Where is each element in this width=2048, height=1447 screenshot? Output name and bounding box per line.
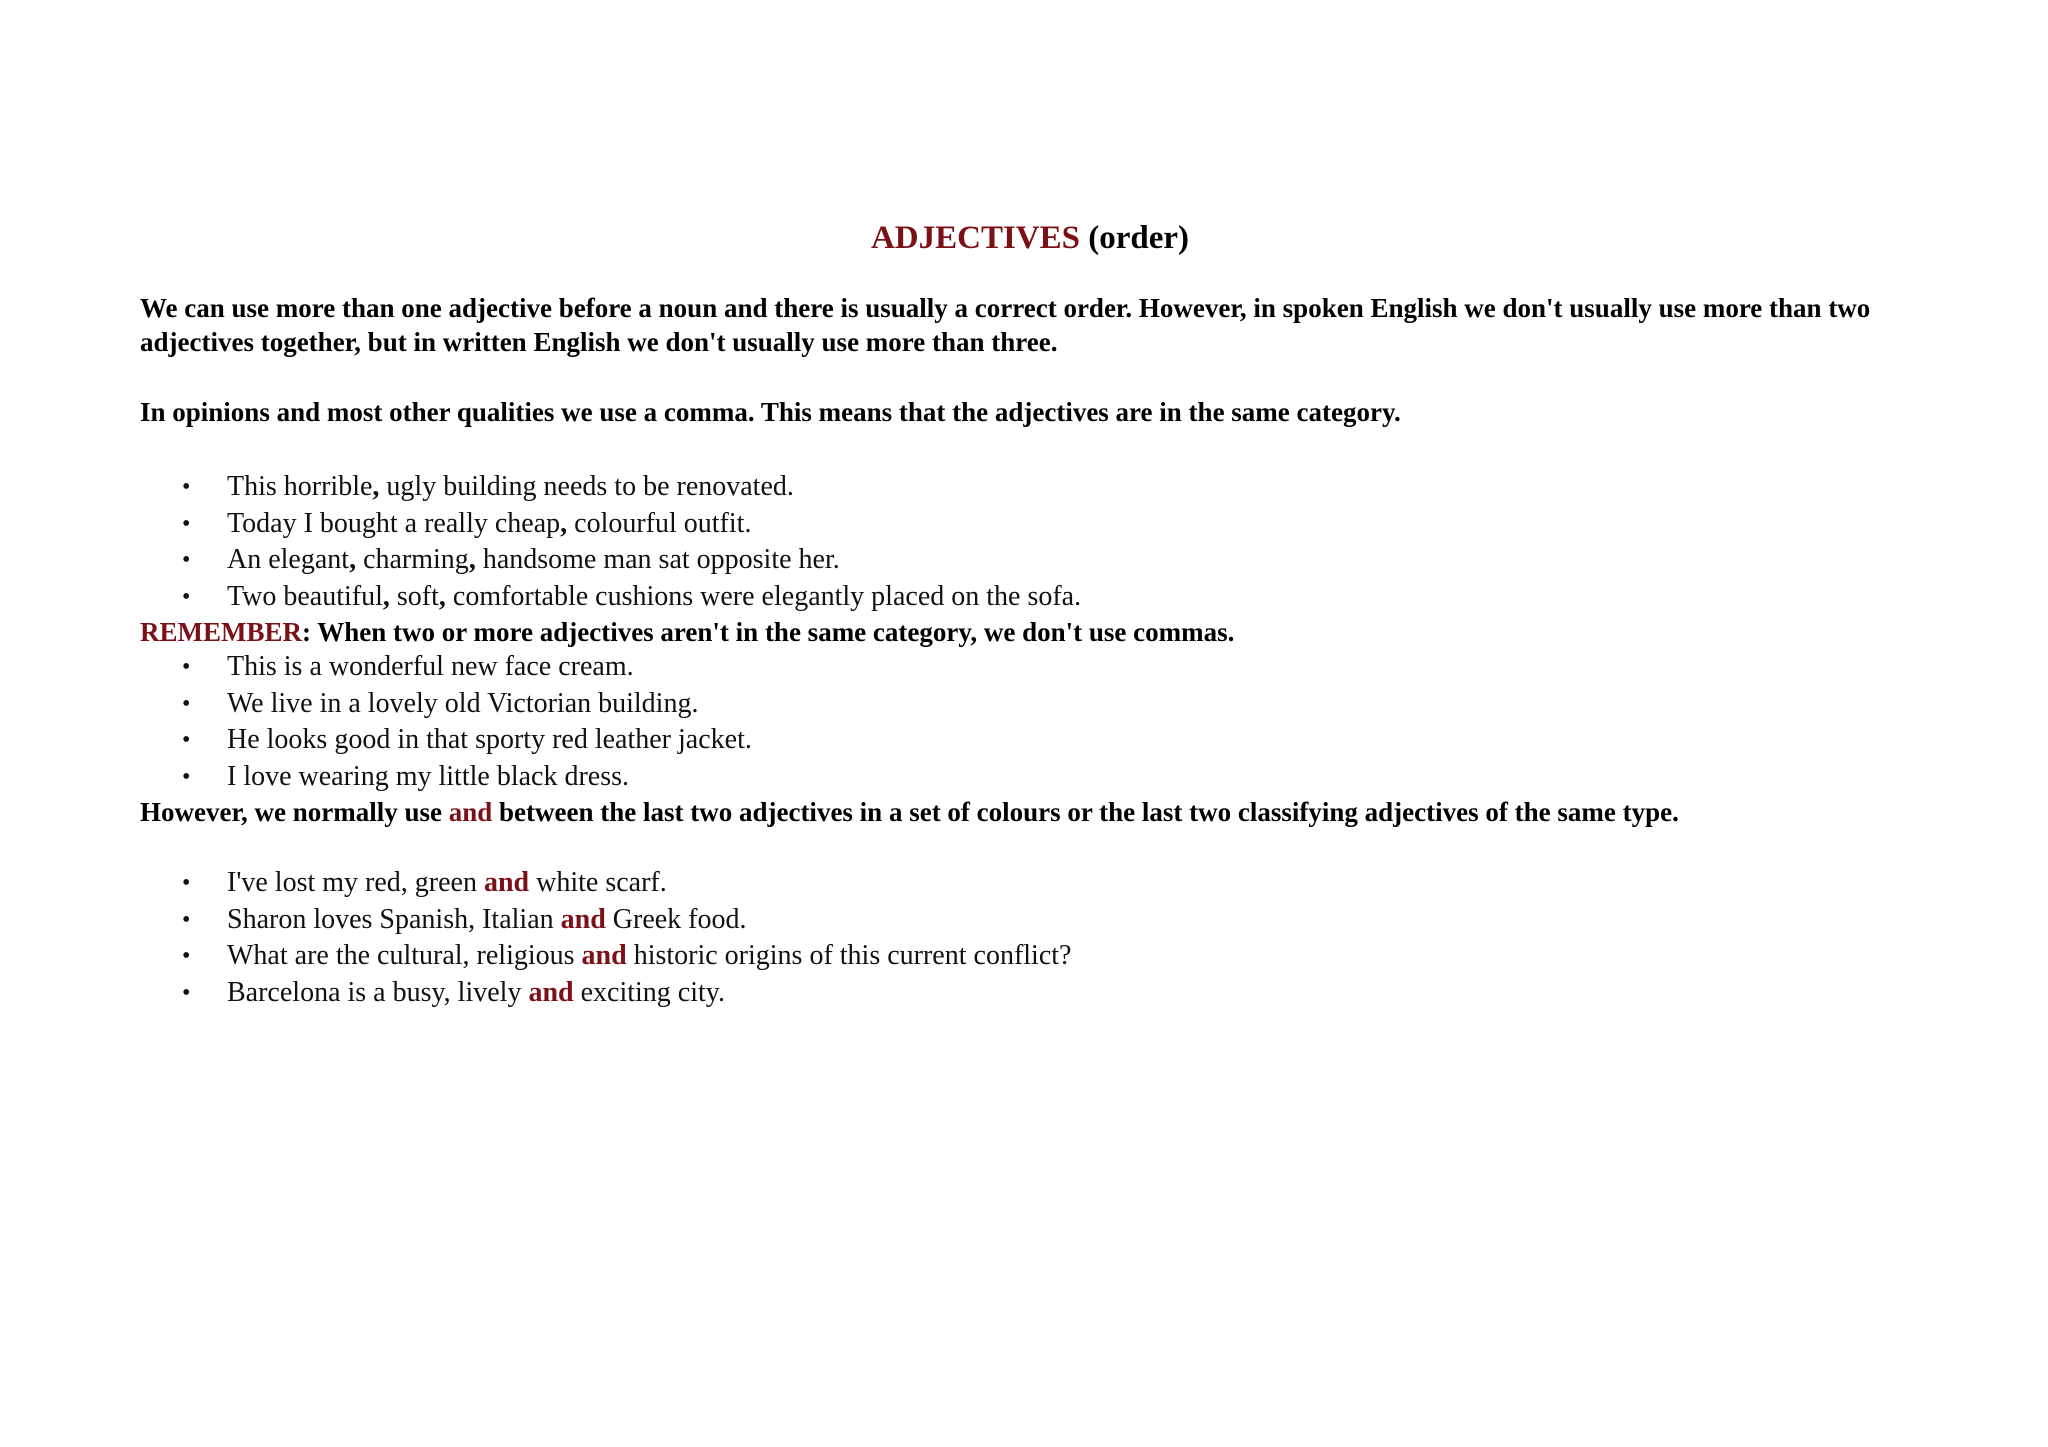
- no-comma-examples-list: [140, 649, 1920, 795]
- list-item: • Sharon loves Spanish, Italian and Greek food.: [227, 902, 1920, 939]
- list-item: • Two beautiful, soft, comfortable cushions were elegantly placed on the sofa.: [227, 579, 1920, 616]
- and-keyword: and: [448, 797, 493, 827]
- page-title: [140, 216, 1920, 260]
- intro-paragraph: We can use more than one adjective before a noun and there is usually a correct order. However, in spoken English we don't usually use more than two adjectives together, but in written English we don't usually use more than three.: [140, 293, 1871, 357]
- and-keyword: and: [528, 976, 574, 1008]
- bullet-icon: •: [182, 943, 191, 969]
- however-paragraph: However, we normally use and between the last two adjectives in a set of colours or the last two classifying adjectives of the same type.: [140, 797, 1679, 827]
- and-keyword: and: [483, 867, 530, 898]
- title-suffix: (order): [1080, 220, 1190, 256]
- bullet-icon: •: [182, 654, 191, 680]
- bullet-icon: •: [182, 690, 191, 717]
- document-content: [140, 216, 1920, 1011]
- bullet-icon: •: [182, 727, 191, 753]
- comma-examples-list: [140, 469, 1920, 615]
- list-item: • I love wearing my little black dress.: [227, 759, 1920, 796]
- list-item: • Today I bought a really cheap, colourful outfit.: [227, 506, 1920, 543]
- and-keyword: and: [581, 940, 627, 971]
- bullet-icon: •: [182, 870, 191, 896]
- bullet-icon: •: [182, 906, 191, 933]
- opinions-paragraph: In opinions and most other qualities we use a comma. This means that the adjectives are in the same category.: [140, 397, 1401, 427]
- bullet-icon: •: [182, 763, 191, 790]
- bullet-icon: •: [182, 979, 191, 1006]
- title-main: ADJECTIVES: [870, 220, 1081, 256]
- remember-paragraph: [140, 615, 1920, 649]
- bullet-icon: •: [182, 583, 191, 610]
- list-item: • I've lost my red, green and white scarf.: [227, 865, 1920, 902]
- and-examples-list: [140, 865, 1920, 1011]
- list-item: • This horrible, ugly building needs to be renovated.: [227, 469, 1920, 506]
- bullet-icon: •: [182, 474, 191, 500]
- list-item: • An elegant, charming, handsome man sat opposite her.: [227, 542, 1920, 579]
- remember-text: : When two or more adjectives aren't in the same category, we don't use commas.: [302, 617, 1235, 647]
- bullet-icon: •: [182, 510, 191, 537]
- and-keyword: and: [560, 903, 606, 935]
- list-item: • Barcelona is a busy, lively and exciting city.: [227, 975, 1920, 1012]
- list-item: • This is a wonderful new face cream.: [227, 649, 1920, 686]
- list-item: • What are the cultural, religious and historic origins of this current conflict?: [227, 938, 1920, 975]
- list-item: • He looks good in that sporty red leather jacket.: [227, 722, 1920, 759]
- list-item: • We live in a lovely old Victorian building.: [227, 686, 1920, 723]
- remember-label: REMEMBER: [140, 617, 302, 647]
- bullet-icon: •: [182, 547, 191, 573]
